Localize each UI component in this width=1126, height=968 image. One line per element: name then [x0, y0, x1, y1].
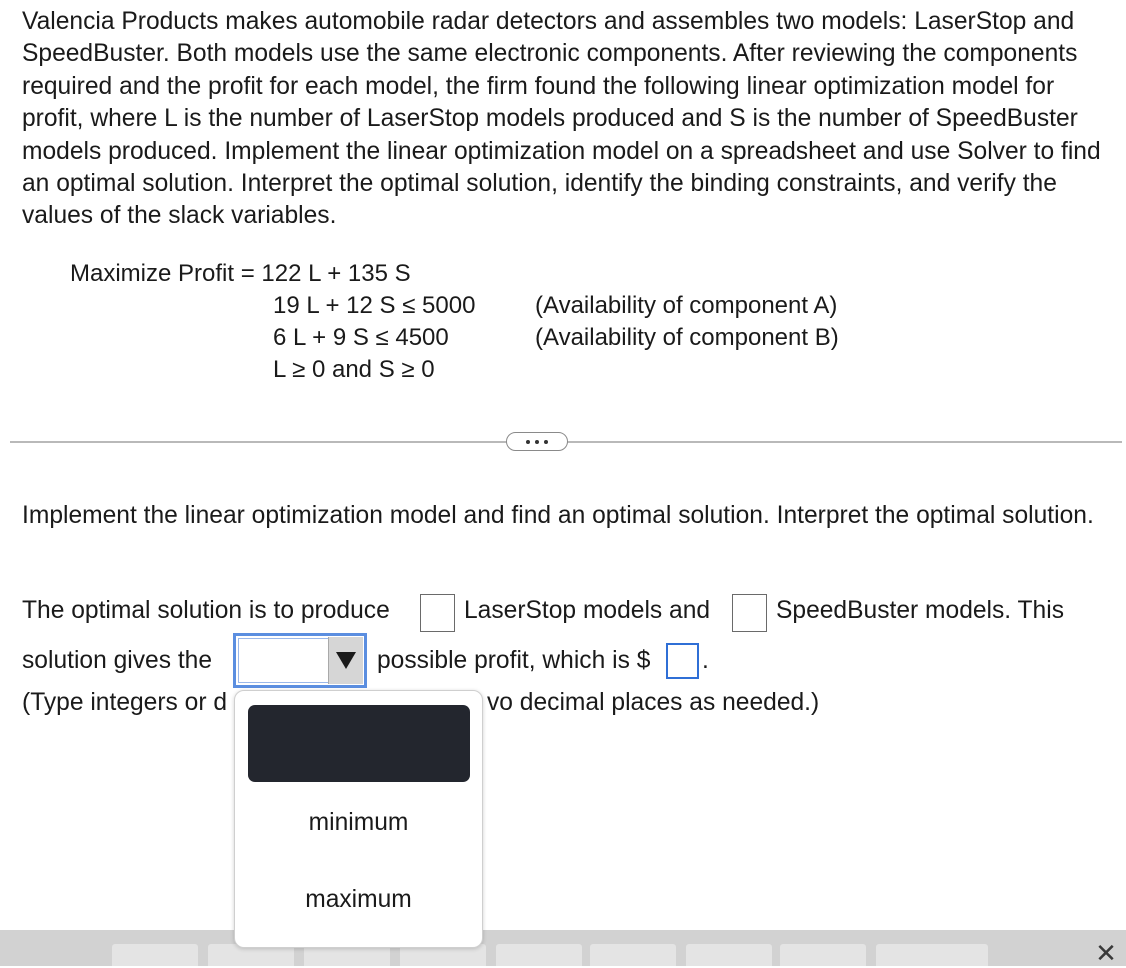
hint-text-right: vo decimal places as needed.) — [487, 689, 820, 716]
answer-text-laserstop: LaserStop models and — [464, 597, 711, 624]
constraint-component-b: 6 L + 9 S ≤ 4500 — [273, 324, 449, 351]
dropdown-option-minimum[interactable]: minimum — [308, 809, 409, 836]
answer-text-period: . — [702, 647, 709, 674]
triangle-down-icon — [336, 652, 356, 669]
objective-function: Maximize Profit = 122 L + 135 S — [70, 260, 411, 287]
speedbuster-quantity-input[interactable] — [732, 594, 767, 632]
problem-statement: Valencia Products makes automobile radar detectors and assembles two models: LaserStop and SpeedBuster. Both models use the same electronic components. After reviewing the components required and the profit for each model, the firm found the following linear optimization model for profit, where L is the number of LaserStop models produced and S is the number of SpeedBuster models produced. Implement the linear optimization model on a spreadsheet and use Solver to find an optimal solution. Interpret the optimal solution, identify the binding constraints, and verify the values of the slack variables. — [22, 8, 1101, 230]
toolbar-button[interactable] — [496, 944, 582, 966]
profit-type-select[interactable] — [233, 633, 367, 688]
answer-text-produce: The optimal solution is to produce — [22, 597, 390, 624]
question-instruction: Implement the linear optimization model and find an optimal solution. Interpret the optimal solution. — [22, 502, 1094, 529]
constraint-nonnegativity: L ≥ 0 and S ≥ 0 — [273, 356, 435, 383]
answer-text-speedbuster: SpeedBuster models. This — [776, 597, 1064, 624]
laserstop-quantity-input[interactable] — [420, 594, 455, 632]
constraint-note-b: (Availability of component B) — [535, 324, 839, 351]
select-arrow-button[interactable] — [328, 637, 363, 684]
ellipsis-icon — [544, 440, 548, 444]
expand-more-button[interactable] — [506, 432, 568, 451]
toolbar-button[interactable] — [686, 944, 772, 966]
answer-text-solution-gives: solution gives the — [22, 647, 213, 674]
toolbar-button[interactable] — [876, 944, 988, 966]
hint-text-left: (Type integers or d — [22, 689, 228, 716]
ellipsis-icon — [535, 440, 539, 444]
close-icon[interactable]: ✕ — [1095, 938, 1117, 968]
dropdown-option-blank[interactable] — [248, 705, 470, 782]
toolbar-button[interactable] — [112, 944, 198, 966]
profit-value-input[interactable] — [666, 643, 699, 679]
dropdown-option-maximum[interactable]: maximum — [305, 886, 412, 913]
ellipsis-icon — [526, 440, 530, 444]
toolbar-button[interactable] — [780, 944, 866, 966]
constraint-note-a: (Availability of component A) — [535, 292, 838, 319]
toolbar-button[interactable] — [590, 944, 676, 966]
constraint-component-a: 19 L + 12 S ≤ 5000 — [273, 292, 476, 319]
answer-text-profit: possible profit, which is $ — [377, 647, 651, 674]
profit-type-dropdown-menu — [234, 690, 483, 948]
